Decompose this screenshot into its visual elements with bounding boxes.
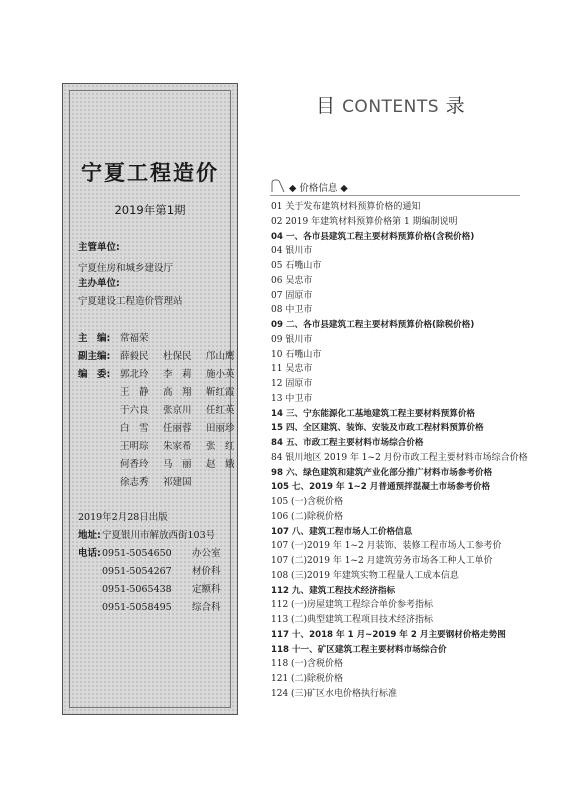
committee-member: 朱家希 [163,441,192,452]
phone-label: 电话: [78,548,101,559]
magazine-issue: 2019年第1期 [114,203,186,217]
toc-item[interactable]: 84 五、市政工程主要材料市场综合价格 [271,438,424,448]
toc-item[interactable]: 113 (二)典型建筑工程项目技术经济指标 [271,615,434,625]
committee-member: 白 雪 [120,423,149,434]
committee-member: 何香玲 [120,459,149,470]
phone-row [78,546,221,561]
committee-member: 张京川 [163,405,192,416]
committee-member: 李 莉 [163,369,192,380]
deputy-editor-name: 薛毅民 [120,351,149,362]
toc-item[interactable]: 08 中卫市 [271,305,313,316]
toc-item[interactable]: 105 (一)含税价格 [271,497,344,507]
toc-item[interactable]: 112 九、建筑工程技术经济指标 [271,585,396,596]
editors-block [78,331,249,490]
toc-item[interactable]: 09 二、各市县建筑工程主要材料预算价格(除税价格) [271,320,475,330]
magazine-title: 宁夏工程造价 [81,161,219,185]
committee-member: 任红英 [206,405,235,416]
toc-item[interactable]: 11 吴忠市 [271,364,313,375]
competent-value: 宁夏住房和城乡建设厅 [78,263,174,274]
toc-item[interactable]: 124 (三)矿区水电价格执行标准 [271,688,398,699]
toc-item[interactable]: 10 石嘴山市 [271,349,322,360]
deputy-editor-name: 杜保民 [163,351,192,362]
phone-dept: 定额科 [192,584,221,595]
chief-editor-name: 常福荣 [120,333,149,344]
toc-item[interactable]: 09 银川市 [271,334,313,345]
toc-item[interactable]: 107 八、建筑工程市场人工价格信息 [271,526,413,537]
phone-dept: 材价科 [192,566,221,577]
address-row [78,528,221,543]
deputy-editor-label: 副主编: [78,351,111,362]
contents-heading [316,91,465,118]
committee-member: 于六良 [120,405,149,416]
phone-dept: 综合科 [192,602,221,613]
committee-member: 田丽珍 [206,423,235,434]
committee-member: 高 翔 [163,387,192,398]
section-corner-icon [271,179,285,193]
toc-item[interactable]: 02 2019 年建筑材料预算价格第 1 期编制说明 [271,216,458,227]
section-title: ◆ 价格信息 ◆ [289,183,348,194]
phone-number: 0951-5054267 [102,566,172,577]
toc-item[interactable]: 121 (二)除税价格 [271,674,344,684]
phone-row [78,600,221,615]
committee-member: 张 红 [206,441,235,452]
toc-item[interactable]: 04 银川市 [271,246,313,257]
toc-item[interactable]: 05 石嘴山市 [271,261,322,271]
toc-item[interactable]: 107 (二)2019 年 1~2 月建筑劳务市场各工种人工单价 [271,556,493,566]
committee-row [78,367,249,382]
phone-number: 0951-5054650 [102,548,172,559]
publication-block [78,510,221,615]
deputy-editor-name: 邝山鹰 [206,351,235,362]
committee-row [78,439,249,454]
toc-item[interactable]: 12 固原市 [271,379,313,389]
host-value: 宁夏建设工程造价管理站 [78,296,183,307]
committee-member: 徐志秀 [120,477,149,488]
contents-head-left: 目 [316,95,336,117]
toc-item[interactable]: 106 (二)除税价格 [271,511,344,522]
committee-member: 王明琮 [120,441,149,452]
host-label: 主办单位: [78,278,120,289]
toc-item[interactable]: 118 十一、矿区建筑工程主要材料市场综合价 [271,644,447,655]
phone-number: 0951-5058495 [102,602,172,613]
toc-item[interactable]: 06 吴忠市 [271,275,313,286]
committee-member: 郭北玲 [120,369,149,380]
committee-member: 祁建国 [163,477,192,488]
chief-editor-label: 主 编: [78,333,111,344]
address-value: 宁夏银川市解放西街103号 [102,530,216,541]
toc-list [271,200,571,702]
committee-label: 编 委: [78,369,111,380]
toc-item[interactable]: 107 (一)2019 年 1~2 月装饰、装修工程市场人工参考价 [271,541,502,552]
deputy-editor-row [78,349,249,364]
toc-item[interactable]: 98 六、绿色建筑和建筑产业化部分推广材料市场参考价格 [271,467,493,478]
phone-dept: 办公室 [192,548,221,559]
phone-row [78,582,221,597]
toc-item[interactable]: 07 固原市 [271,290,313,301]
committee-row [78,403,249,418]
competent-label: 主管单位: [78,242,120,253]
phone-number: 0951-5065438 [102,584,172,595]
toc-item[interactable]: 14 三、宁东能源化工基地建筑工程主要材料预算价格 [271,408,476,419]
committee-member: 马 丽 [163,459,192,470]
sponsor-block [78,240,183,309]
committee-row [78,457,249,472]
section-divider [270,195,520,196]
committee-member: 施小英 [206,369,235,380]
publish-date: 2019年2月28日出版 [78,512,168,523]
toc-item[interactable]: 01 关于发布建筑材料预算价格的通知 [271,202,421,212]
committee-row [78,421,249,436]
toc-item[interactable]: 13 中卫市 [271,393,313,404]
toc-item[interactable]: 04 一、各市县建筑工程主要材料预算价格(含税价格) [271,231,475,242]
toc-item[interactable]: 84 银川地区 2019 年 1~2 月份市政工程主要材料市场综合价格 [271,452,528,463]
committee-row [78,385,249,400]
toc-item[interactable]: 117 十、2018 年 1 月~2019 年 2 月主要钢材价格走势图 [271,629,506,640]
toc-item[interactable]: 108 (三)2019 年建筑实物工程量人工成本信息 [271,570,459,581]
toc-item[interactable]: 118 (一)含税价格 [271,659,344,670]
contents-head-right: 录 [445,95,466,117]
contents-head-en: CONTENTS [342,97,440,117]
committee-member: 赵 娥 [206,459,235,470]
committee-member: 任丽蓉 [163,423,192,434]
committee-member [206,475,249,490]
toc-item[interactable]: 105 七、2019 年 1~2 月普通预拌混凝土市场参考价格 [271,482,491,493]
address-label: 地址: [78,530,101,541]
committee-member: 王 静 [120,387,149,398]
toc-item[interactable]: 15 四、全区建筑、装饰、安装及市政工程材料预算价格 [271,423,484,434]
chief-editor-row [78,331,249,346]
toc-item[interactable]: 112 (一)房屋建筑工程综合单价参考指标 [271,600,434,611]
committee-row [78,475,249,490]
committee-member: 靳红霞 [206,387,235,398]
phone-row [78,564,221,579]
